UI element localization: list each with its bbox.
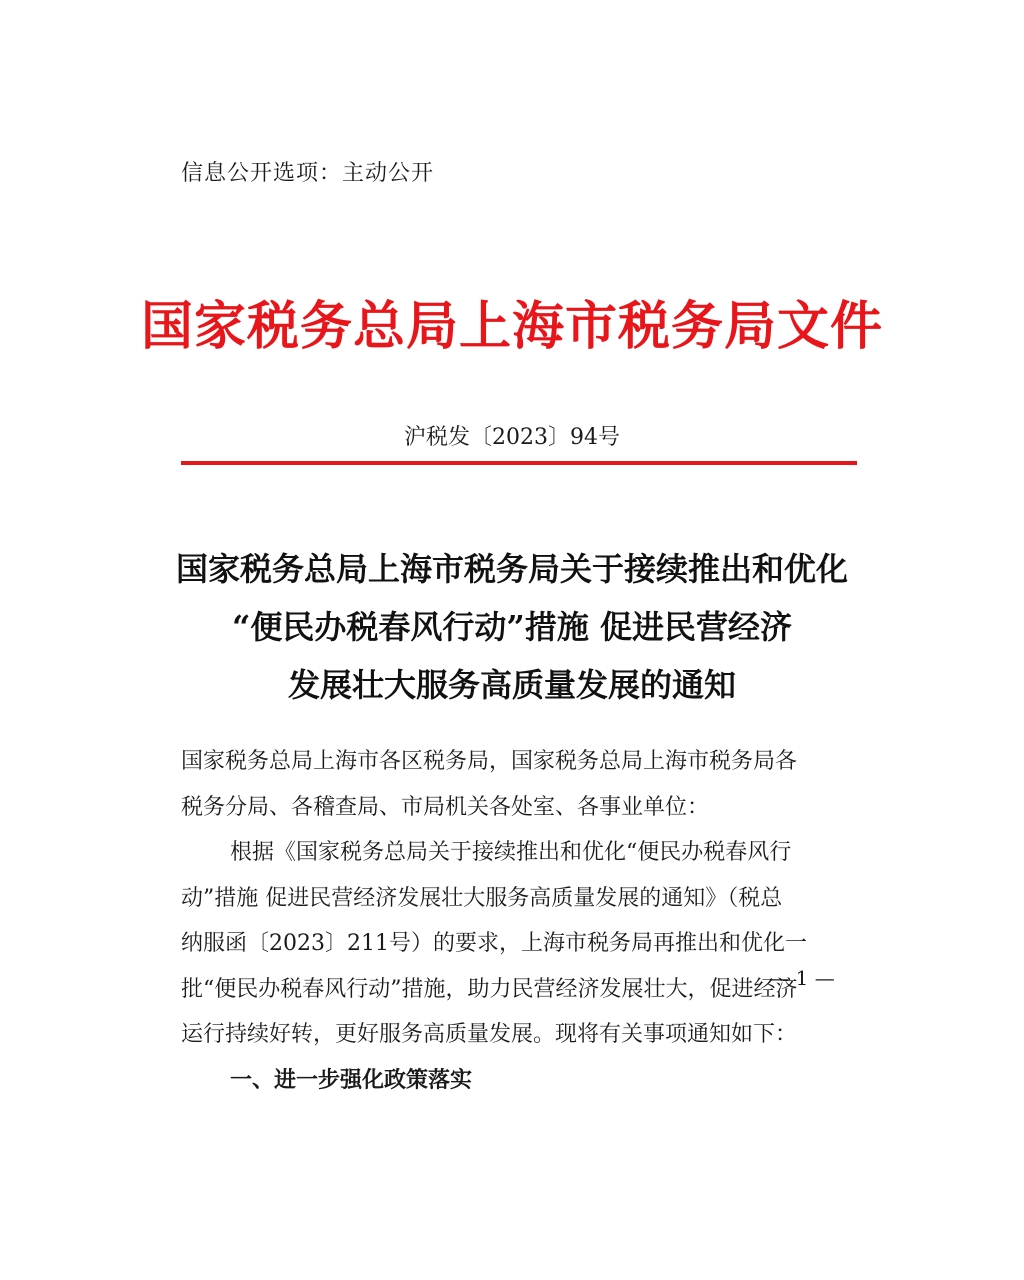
paragraph-line: 根据《国家税务总局关于接续推出和优化“便民办税春风行 <box>230 840 792 865</box>
document-title <box>0 540 1024 714</box>
addressee-line: 国家税务总局上海市各区税务局，国家税务总局上海市税务局各 <box>181 749 798 774</box>
paragraph-line: 批“便民办税春风行动”措施，助力民营经济发展壮大，促进经济 <box>181 976 798 1002</box>
paragraph-line: 纳服函〔2023〕211号）的要求，上海市税务局再推出和优化一 <box>181 931 807 956</box>
paragraph-line: 运行持续好转，更好服务高质量发展。现将有关事项通知如下： <box>181 1022 798 1047</box>
document-body <box>181 739 857 1103</box>
disclosure-option: 信息公开选项：主动公开 <box>181 161 435 186</box>
page-number: — 1 — <box>769 966 835 990</box>
title-line: 发展壮大服务高质量发展的通知 <box>287 666 736 704</box>
red-divider-line <box>181 461 857 465</box>
document-masthead: 国家税务总局上海市税务局文件 <box>140 296 883 357</box>
document-number: 沪税发〔2023〕94号 <box>404 425 620 450</box>
addressee-line: 税务分局、各稽查局、市局机关各处室、各事业单位： <box>181 794 710 820</box>
title-line: 国家税务总局上海市税务局关于接续推出和优化 <box>175 550 848 588</box>
paragraph-line: 动”措施 促进民营经济发展壮大服务高质量发展的通知》（税总 <box>181 885 783 911</box>
title-line: “便民办税春风行动”措施 促进民营经济 <box>232 608 792 646</box>
section-heading: 一、进一步强化政策落实 <box>230 1067 473 1093</box>
